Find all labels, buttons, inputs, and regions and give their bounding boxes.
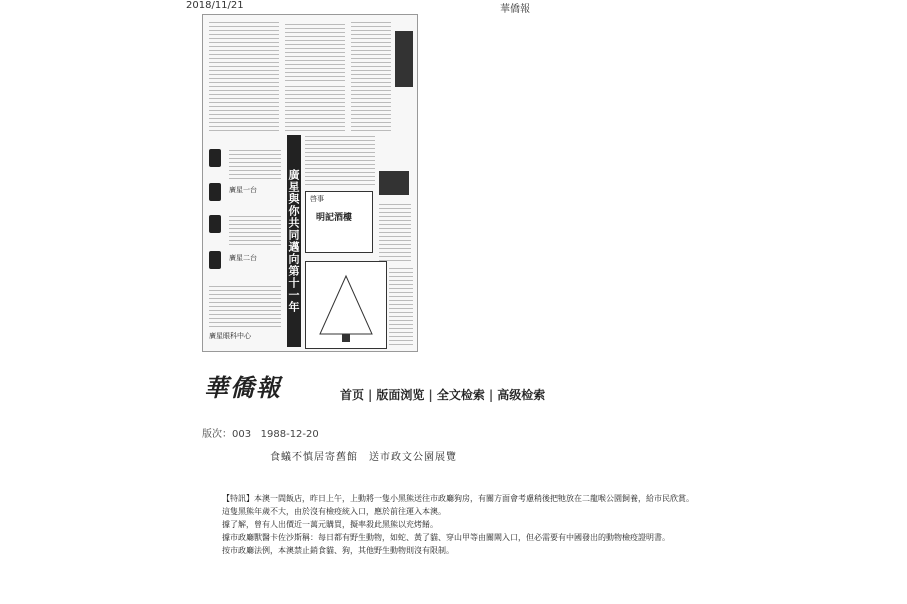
article-paragraph: 【特訊】本澳一間飯店，昨日上午，上動將一隻小黑熊送往市政廳狗房，有關方面會考慮稍後把牠放在二龍喉公園飼養，給市民欣賞。 (222, 494, 694, 503)
nav-fulltext-search[interactable]: 全文检索 (436, 388, 485, 402)
anniversary-banner: 廣星與你共同邁向第十一年 (287, 135, 301, 347)
masthead-logo: 華僑報 (204, 373, 282, 402)
text-column (379, 201, 411, 261)
nav-bar: 首页 | 版面浏览 | 全文检索 | 高级检索 (340, 388, 546, 402)
nav-browse[interactable]: 版面浏览 (376, 388, 425, 402)
text-column (305, 135, 375, 185)
tv-icon (209, 149, 221, 167)
tv-icon (209, 215, 221, 233)
text-column (209, 283, 281, 327)
article-date: 1988-12-20 (260, 429, 319, 440)
text-column (285, 21, 345, 81)
ad-label: 廣星二台 (229, 254, 257, 262)
article-paragraph: 這隻黑熊年歲不大，由於沒有檢疫統入口，應於前往運入本澳。 (222, 507, 446, 516)
article-body (222, 492, 782, 557)
tv-icon (209, 251, 221, 269)
text-column (229, 149, 281, 179)
ad-label: 廣星眼科中心 (209, 332, 251, 340)
text-column (389, 267, 413, 345)
christmas-tree-icon (306, 262, 386, 348)
tv-icon (209, 183, 221, 201)
print-date: 2018/11/21 (186, 0, 244, 11)
text-column (285, 85, 345, 131)
notice-title: 啓事 (310, 195, 324, 203)
text-column (209, 21, 279, 131)
article-paragraph: 據市政廳獸醫卡佐沙斯稱：每日都有野生動物，如蛇、黃了貓、穿山甲等由關閘入口，但必需要有中國發出的動物檢疫證明書。 (222, 533, 670, 542)
newspaper-clipping (202, 14, 418, 352)
photo (395, 31, 413, 87)
article-paragraph: 按市政廳法例，本澳禁止銷食貓、狗，其他野生動物則沒有限制。 (222, 546, 454, 555)
article-meta (202, 425, 319, 440)
article-paragraph: 據了解，曾有人出價近一萬元購買，擬率殺此黑熊以充烤餚。 (222, 520, 438, 529)
text-column (351, 21, 391, 131)
publication-name: 華僑報 (500, 4, 530, 15)
page-label: 版次：003 (202, 429, 252, 440)
christmas-ad (305, 261, 387, 349)
text-column (229, 215, 281, 245)
nav-home[interactable]: 首页 (340, 388, 365, 402)
ad-label: 廣星一台 (229, 186, 257, 194)
notice-subtitle: 明記酒樓 (316, 213, 353, 223)
notice-box (305, 191, 373, 253)
nav-advanced-search[interactable]: 高级检索 (497, 388, 546, 402)
photo (379, 171, 409, 195)
article-title: 食蟻不慎居寄舊館 送市政文公園展覽 (270, 452, 457, 463)
